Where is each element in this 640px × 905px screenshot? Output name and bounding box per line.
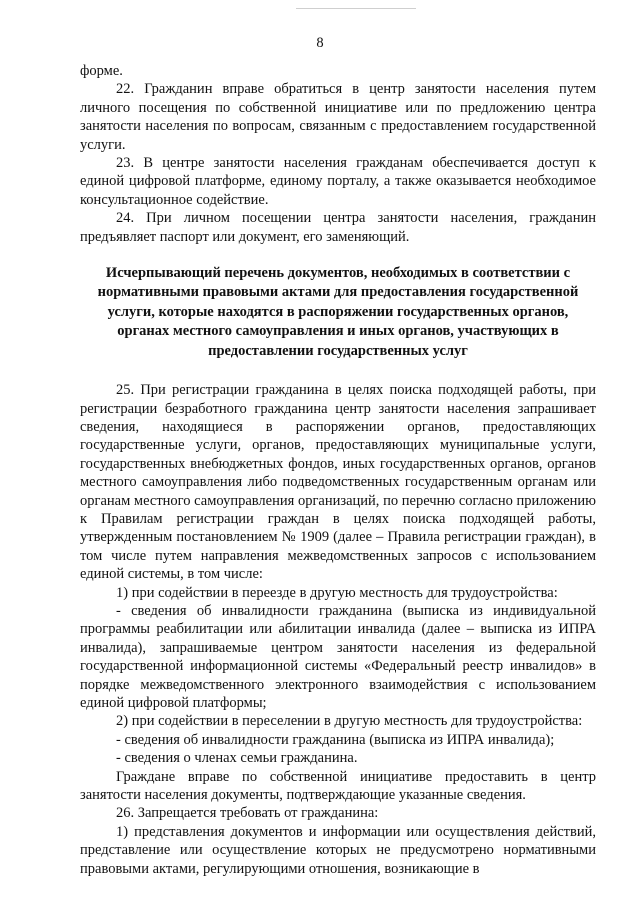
paragraph: - сведения об инвалидности гражданина (выписка из индивидуальной программы реабилитации или абилитации инвалида (далее – выписка из ИПРА инвалида), запрашиваемые центром занятости населения из федеральной государственной информационной системы «Федеральный реестр инвалидов» в порядке межведомственного электронного взаимодействия с использованием единой цифровой платформы; [80,602,596,711]
section-heading: Исчерпывающий перечень документов, необходимых в соответствии с нормативными правовыми актами для предоставления государственной услуги, которые находятся в распоряжении государственных органов, органах местного самоуправления и иных органов, участвующих в предоставлении государственных услуг [97,265,579,359]
paragraph: 23. В центре занятости населения гражданам обеспечивается доступ к единой цифровой платформе, единому порталу, а также оказывается необходимое консультационное содействие. [80,155,596,208]
paragraph: 2) при содействии в переселении в другую местность для трудоустройства: [116,713,583,730]
top-edge-line [296,8,416,9]
spacer [80,246,596,264]
paragraph: - сведения о членах семьи гражданина. [116,750,358,767]
paragraph: 26. Запрещается требовать от гражданина: [116,805,379,822]
paragraph: 24. При личном посещении центра занятости населения, гражданин предъявляет паспорт или документ, его заменяющий. [80,210,596,245]
document-body [80,62,596,878]
paragraph: Граждане вправе по собственной инициативе предоставить в центр занятости населения документы, подтверждающие указанные сведения. [80,768,596,804]
paragraph: 22. Гражданин вправе обратиться в центр занятости населения путем личного посещения по собственной инициативе или по предложению центра занятости населения по вопросам, связанным с предоставлением государственной услуги. [80,81,596,153]
paragraph: 1) представления документов и информации или осуществления действий, представление или осуществление которых не предусмотрено нормативными правовыми актами, регулирующими отношения, возникающие в [80,823,596,877]
paragraph: 1) при содействии в переезде в другую местность для трудоустройства: [116,584,558,601]
paragraph: форме. [80,63,123,79]
paragraph: - сведения об инвалидности гражданина (выписка из ИПРА инвалида); [116,731,555,748]
spacer [80,361,596,381]
page-number: 8 [316,35,324,51]
paragraph: 25. При регистрации гражданина в целях поиска подходящей работы, при регистрации безработного гражданина центр занятости населения запрашивает сведения, находящиеся в распоряжении органов, предоставляющих государственные услуги, органов, предоставляющих муниципальные услуги, государственных внебюджетных фондов, иных государственных органов, органов местного самоуправления либо подведомственных государственным органам или органам местного самоуправления организаций, по перечню согласно приложению к Правилам регистрации граждан в целях поиска подходящей работы, утвержденным постановлением № 1909 (далее – Правила регистрации граждан), в том числе путем направления межведомственных запросов с использованием единой системы, в том числе: [80,382,596,583]
